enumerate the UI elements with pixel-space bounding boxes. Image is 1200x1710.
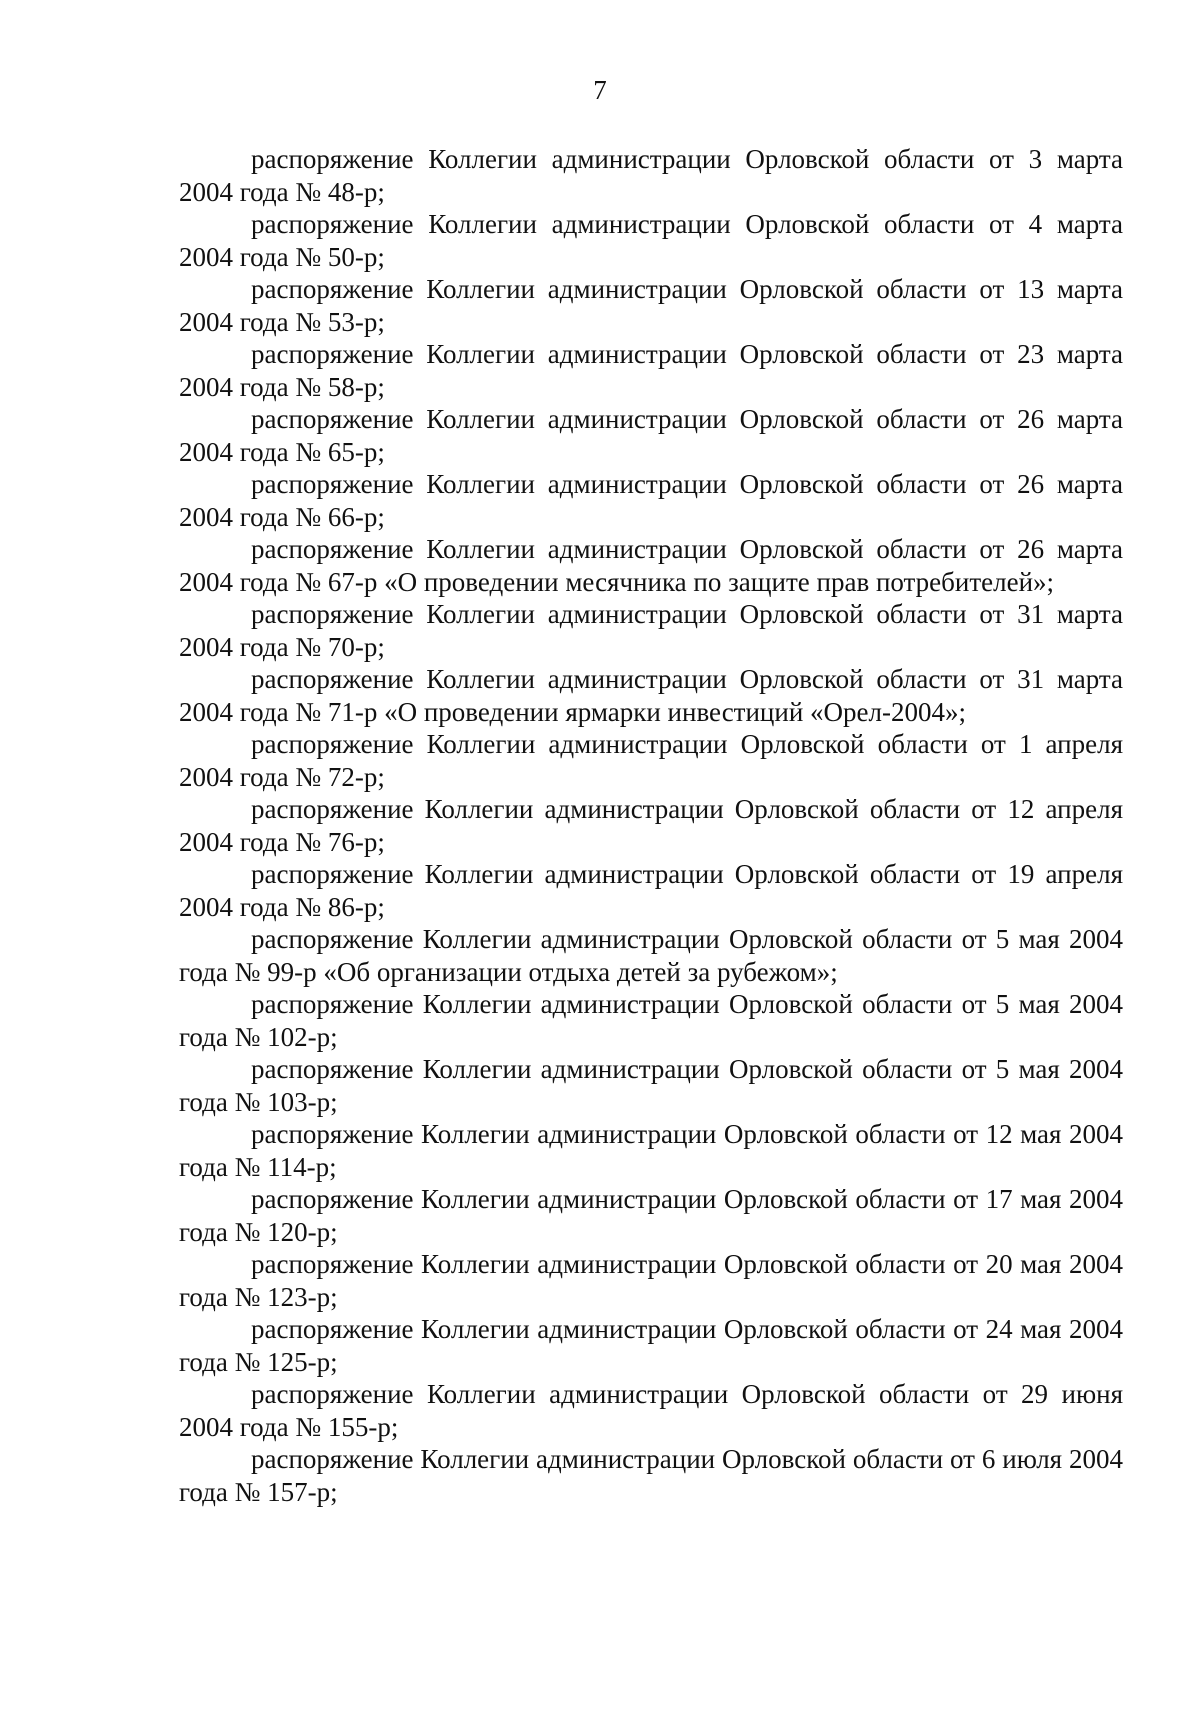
list-item: распоряжение Коллегии администрации Орловской области от 31 марта 2004 года № 70-р; bbox=[179, 599, 1123, 662]
list-item: распоряжение Коллегии администрации Орловской области от 20 мая 2004 года № 123-р; bbox=[179, 1249, 1123, 1312]
list-item: распоряжение Коллегии администрации Орловской области от 6 июля 2004 года № 157-р; bbox=[179, 1444, 1123, 1507]
list-item: распоряжение Коллегии администрации Орловской области от 31 марта 2004 года № 71-р «О проведении ярмарки инвестиций «Орел-2004»; bbox=[179, 664, 1123, 727]
list-item: распоряжение Коллегии администрации Орловской области от 26 марта 2004 года № 66-р; bbox=[179, 469, 1123, 532]
list-item: распоряжение Коллегии администрации Орловской области от 12 мая 2004 года № 114-р; bbox=[179, 1119, 1123, 1182]
list-item: распоряжение Коллегии администрации Орловской области от 3 марта 2004 года № 48-р; bbox=[179, 144, 1123, 207]
list-item: распоряжение Коллегии администрации Орловской области от 17 мая 2004 года № 120-р; bbox=[179, 1184, 1123, 1247]
document-body bbox=[179, 143, 1123, 1508]
list-item: распоряжение Коллегии администрации Орловской области от 24 мая 2004 года № 125-р; bbox=[179, 1314, 1123, 1377]
list-item: распоряжение Коллегии администрации Орловской области от 26 марта 2004 года № 65-р; bbox=[179, 404, 1123, 467]
list-item: распоряжение Коллегии администрации Орловской области от 5 мая 2004 года № 103-р; bbox=[179, 1054, 1123, 1117]
list-item: распоряжение Коллегии администрации Орловской области от 26 марта 2004 года № 67-р «О проведении месячника по защите прав потребителей»; bbox=[179, 534, 1123, 597]
list-item: распоряжение Коллегии администрации Орловской области от 4 марта 2004 года № 50-р; bbox=[179, 209, 1123, 272]
list-item: распоряжение Коллегии администрации Орловской области от 1 апреля 2004 года № 72-р; bbox=[179, 729, 1123, 792]
list-item: распоряжение Коллегии администрации Орловской области от 5 мая 2004 года № 99-р «Об организации отдыха детей за рубежом»; bbox=[179, 924, 1123, 987]
list-item: распоряжение Коллегии администрации Орловской области от 12 апреля 2004 года № 76-р; bbox=[179, 794, 1123, 857]
list-item: распоряжение Коллегии администрации Орловской области от 23 марта 2004 года № 58-р; bbox=[179, 339, 1123, 402]
list-item: распоряжение Коллегии администрации Орловской области от 13 марта 2004 года № 53-р; bbox=[179, 274, 1123, 337]
list-item: распоряжение Коллегии администрации Орловской области от 29 июня 2004 года № 155-р; bbox=[179, 1379, 1123, 1442]
list-item: распоряжение Коллегии администрации Орловской области от 5 мая 2004 года № 102-р; bbox=[179, 989, 1123, 1052]
list-item: распоряжение Коллегии администрации Орловской области от 19 апреля 2004 года № 86-р; bbox=[179, 859, 1123, 922]
page-number: 7 bbox=[593, 75, 607, 105]
